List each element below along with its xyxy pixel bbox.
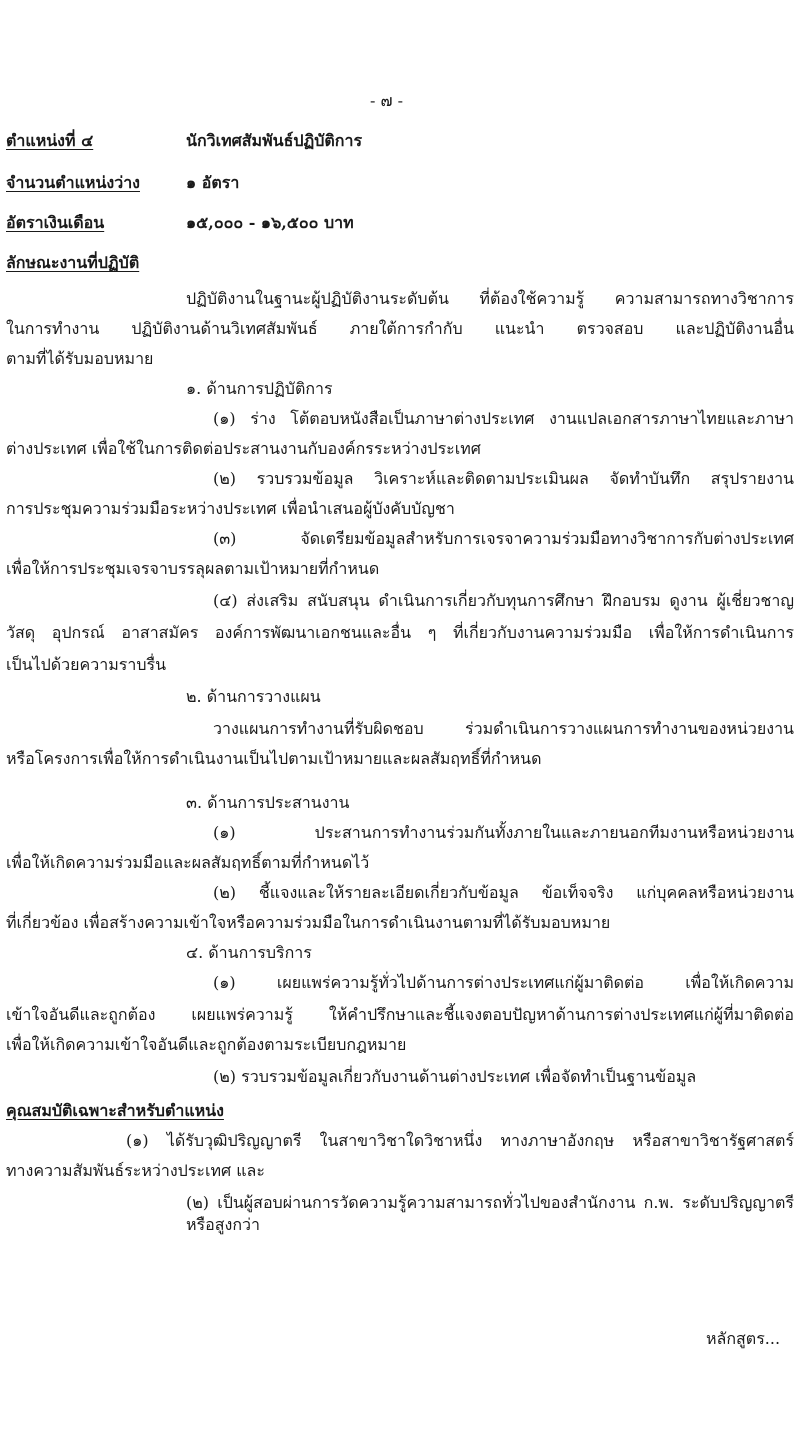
operations-item-4-cont: เป็นไปด้วยความราบรื่น — [6, 655, 166, 674]
position-label: ตำแหน่งที่ ๔ — [6, 131, 94, 150]
duties-intro-line: ตามที่ได้รับมอบหมาย — [6, 349, 154, 368]
section-operations-title: ๑. ด้านการปฏิบัติการ — [186, 379, 333, 398]
page-number: - ๗ - — [370, 91, 404, 110]
duties-heading: ลักษณะงานที่ปฏิบัติ — [6, 253, 140, 272]
operations-item-4-cont: วัสดุ อุปกรณ์ อาสาสมัคร องค์การพัฒนาเอกชนและอื่น ๆ ที่เกี่ยวกับงานความร่วมมือ เพื่อให้การดำเนินการ — [6, 623, 794, 642]
vacancy-value: ๑ อัตรา — [186, 173, 240, 192]
section-planning-title: ๒. ด้านการวางแผน — [186, 687, 321, 706]
continuation-note: หลักสูตร... — [706, 1329, 781, 1348]
service-item-2: (๒) รวบรวมข้อมูลเกี่ยวกับงานด้านต่างประเทศ เพื่อจัดทำเป็นฐานข้อมูล — [213, 1067, 697, 1086]
section-coordination-title: ๓. ด้านการประสานงาน — [186, 793, 350, 812]
operations-item-3-cont: เพื่อให้การประชุมเจรจาบรรลุผลตามเป้าหมายที่กำหนด — [6, 559, 380, 578]
service-item-1: (๑) เผยแพร่ความรู้ทั่วไปด้านการต่างประเทศแก่ผู้มาติดต่อ เพื่อให้เกิดความ — [213, 973, 794, 992]
duties-intro-line: ปฏิบัติงานในฐานะผู้ปฏิบัติงานระดับต้น ที่ต้องใช้ความรู้ ความสามารถทางวิชาการ — [186, 289, 794, 308]
qualification-item-1-cont: ทางความสัมพันธ์ระหว่างประเทศ และ — [6, 1161, 265, 1180]
operations-item-2: (๒) รวบรวมข้อมูล วิเคราะห์และติดตามประเมินผล จัดทำบันทึก สรุปรายงาน — [213, 469, 794, 488]
operations-item-1: (๑) ร่าง โต้ตอบหนังสือเป็นภาษาต่างประเทศ งานแปลเอกสารภาษาไทยและภาษา — [213, 409, 794, 428]
operations-item-4: (๔) ส่งเสริม สนับสนุน ดำเนินการเกี่ยวกับทุนการศึกษา ฝึกอบรม ดูงาน ผู้เชี่ยวชาญ — [213, 591, 794, 610]
operations-item-1-cont: ต่างประเทศ เพื่อใช้ในการติดต่อประสานงานกับองค์กรระหว่างประเทศ — [6, 439, 481, 458]
service-item-1-cont: เพื่อให้เกิดความเข้าใจอันดีและถูกต้องตามระเบียบกฎหมาย — [6, 1035, 407, 1054]
section-service-title: ๔. ด้านการบริการ — [186, 943, 312, 962]
salary-label: อัตราเงินเดือน — [6, 213, 105, 232]
salary-value: ๑๕,๐๐๐ - ๑๖,๕๐๐ บาท — [186, 213, 354, 232]
operations-item-3: (๓) จัดเตรียมข้อมูลสำหรับการเจรจาความร่วมมือทางวิชาการกับต่างประเทศ — [213, 529, 794, 548]
coordination-item-1: (๑) ประสานการทำงานร่วมกันทั้งภายในและภายนอกทีมงานหรือหน่วยงาน — [213, 823, 794, 842]
operations-item-2-cont: การประชุมความร่วมมือระหว่างประเทศ เพื่อนำเสนอผู้บังคับบัญชา — [6, 499, 455, 518]
service-item-1-cont: เข้าใจอันดีและถูกต้อง เผยแพร่ความรู้ ให้คำปรึกษาและชี้แจงตอบปัญหาด้านการต่างประเทศแก่ผู้ที่มาติดต่อ — [6, 1005, 794, 1024]
qualification-item-2: (๒) เป็นผู้สอบผ่านการวัดความรู้ความสามารถทั่วไปของสำนักงาน ก.พ. ระดับปริญญาตรีหรือสูงกว่า — [186, 1193, 794, 1234]
vacancy-label: จำนวนตำแหน่งว่าง — [6, 173, 140, 192]
qualification-item-1: (๑) ได้รับวุฒิปริญญาตรี ในสาขาวิชาใดวิชาหนึ่ง ทางภาษาอังกฤษ หรือสาขาวิชารัฐศาสตร์ — [126, 1131, 794, 1150]
duties-intro-line: ในการทำงาน ปฏิบัติงานด้านวิเทศสัมพันธ์ ภายใต้การกำกับ แนะนำ ตรวจสอบ และปฏิบัติงานอื่น — [6, 319, 794, 338]
coordination-item-2-cont: ที่เกี่ยวข้อง เพื่อสร้างความเข้าใจหรือความร่วมมือในการดำเนินงานตามที่ได้รับมอบหมาย — [6, 913, 611, 932]
qualifications-heading: คุณสมบัติเฉพาะสำหรับตำแหน่ง — [6, 1101, 224, 1120]
planning-text-cont: หรือโครงการเพื่อให้การดำเนินงานเป็นไปตามเป้าหมายและผลสัมฤทธิ์ที่กำหนด — [6, 749, 542, 768]
planning-text: วางแผนการทำงานที่รับผิดชอบ ร่วมดำเนินการวางแผนการทำงานของหน่วยงาน — [213, 719, 794, 738]
coordination-item-2: (๒) ชี้แจงและให้รายละเอียดเกี่ยวกับข้อมูล ข้อเท็จจริง แก่บุคคลหรือหน่วยงาน — [213, 883, 794, 902]
position-value: นักวิเทศสัมพันธ์ปฏิบัติการ — [186, 131, 363, 150]
coordination-item-1-cont: เพื่อให้เกิดความร่วมมือและผลสัมฤทธิ์ตามที่กำหนดไว้ — [6, 853, 370, 872]
